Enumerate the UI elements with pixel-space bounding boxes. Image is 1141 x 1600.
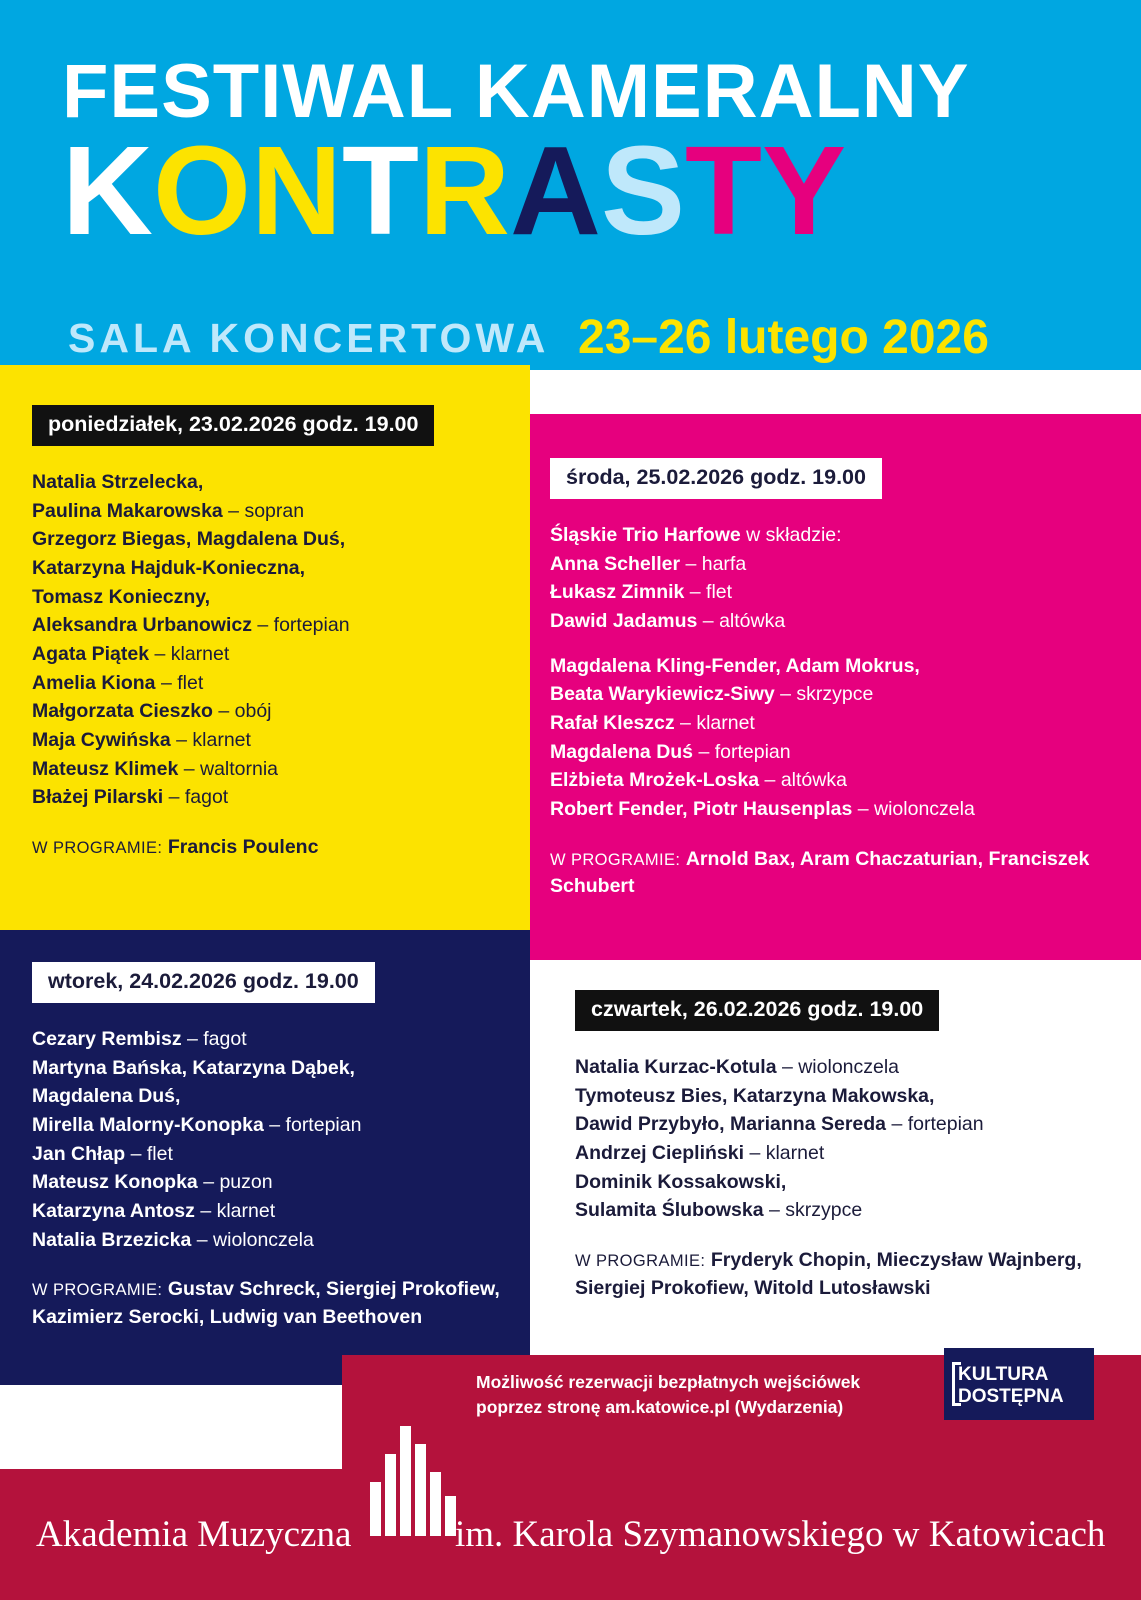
list-item: Magdalena Duś,: [32, 1085, 181, 1108]
thursday-program: [555, 1247, 1141, 1302]
list-item: Elżbieta Mrożek-Loska – altówka: [550, 769, 847, 792]
festival-dates: 23–26 lutego 2026: [578, 311, 989, 364]
wednesday-program: [530, 846, 1141, 901]
program-value: Arnold Bax, Aram Chaczaturian, Franciszek Schubert: [550, 847, 1090, 898]
poster-header: [0, 0, 1141, 370]
academy-name-right: im. Karola Szymanowskiego w Katowicach: [455, 1514, 1106, 1555]
title-letter-k: K: [62, 120, 153, 261]
monday-program: [0, 834, 530, 862]
program-label: W PROGRAMIE:: [550, 850, 681, 869]
list-item: Anna Scheller – harfa: [550, 552, 747, 575]
list-item: Magdalena Kling-Fender, Adam Mokrus,: [550, 654, 920, 677]
kultura-line-2: DOSTĘPNA: [958, 1385, 1064, 1407]
tuesday-heading: wtorek, 24.02.2026 godz. 19.00: [32, 962, 375, 1003]
title-letter-s: S: [600, 120, 686, 261]
festival-title: FESTIWAL KAMERALNY: [62, 49, 970, 134]
list-item: Łukasz Zimnik – flet: [550, 581, 733, 604]
reservation-line-1: Możliwość rezerwacji bezpłatnych wejściówek: [476, 1372, 861, 1392]
list-item: Mirella Malorny-Konopka – fortepian: [32, 1113, 362, 1136]
day-panel-wednesday: [530, 414, 1141, 960]
list-item: Sulamita Ślubowska – skrzypce: [575, 1199, 863, 1222]
list-item: Mateusz Klimek – waltornia: [32, 757, 279, 780]
title-letters-ty: TY: [685, 120, 847, 261]
kultura-line-1: KULTURA: [958, 1364, 1049, 1385]
program-label: W PROGRAMIE:: [575, 1251, 706, 1270]
list-item: Tymoteusz Bies, Katarzyna Makowska,: [575, 1084, 935, 1107]
wednesday-heading: środa, 25.02.2026 godz. 19.00: [550, 458, 882, 499]
list-item: Dawid Jadamus – altówka: [550, 609, 786, 632]
festival-name: [62, 120, 847, 261]
list-item: Beata Warykiewicz-Siwy – skrzypce: [550, 683, 874, 706]
list-item: Katarzyna Antosz – klarnet: [32, 1199, 276, 1222]
day-panel-thursday: [555, 960, 1141, 1355]
monday-performers: [0, 468, 530, 812]
list-item: Mateusz Konopka – puzon: [32, 1171, 273, 1194]
reservation-line-2: poprzez stronę am.katowice.pl (Wydarzenia): [476, 1397, 844, 1418]
reservation-info: [476, 1370, 936, 1421]
list-item: Natalia Brzezicka – wiolonczela: [32, 1228, 314, 1251]
academy-name-left: Akademia Muzyczna: [36, 1514, 352, 1555]
day-panel-monday: [0, 365, 530, 930]
list-item: Rafał Kleszcz – klarnet: [550, 711, 755, 734]
title-letter-r: R: [418, 120, 510, 261]
program-value: Francis Poulenc: [167, 835, 319, 858]
list-item: Katarzyna Hajduk-Konieczna,: [32, 556, 306, 579]
thursday-heading: czwartek, 26.02.2026 godz. 19.00: [575, 990, 939, 1031]
list-item: Maja Cywińska – klarnet: [32, 728, 251, 751]
list-item: Śląskie Trio Harfowe w składzie:: [550, 524, 842, 546]
list-item: Błażej Pilarski – fagot: [32, 786, 229, 809]
academy-logo-icon: [370, 1396, 456, 1536]
list-item: Dominik Kossakowski,: [575, 1170, 787, 1193]
program-value: Fryderyk Chopin, Mieczysław Wajnberg, Siergiej Prokofiew, Witold Lutosławski: [575, 1248, 1082, 1299]
list-item: Agata Piątek – klarnet: [32, 642, 230, 665]
title-letters-on: ON: [153, 120, 342, 261]
program-label: W PROGRAMIE:: [32, 1281, 163, 1300]
venue-label: SALA KONCERTOWA: [68, 315, 550, 361]
tuesday-program: [0, 1276, 530, 1331]
program-label: W PROGRAMIE:: [32, 838, 163, 857]
kultura-badge-text: [958, 1364, 1064, 1408]
monday-heading: poniedziałek, 23.02.2026 godz. 19.00: [32, 405, 434, 446]
list-item: Amelia Kiona – flet: [32, 671, 204, 694]
list-item: Robert Fender, Piotr Hausenplas – wiolonczela: [550, 797, 975, 820]
list-item: Andrzej Ciepliński – klarnet: [575, 1141, 825, 1164]
list-item: Jan Chłap – flet: [32, 1142, 173, 1165]
list-item: Tomasz Konieczny,: [32, 585, 211, 608]
day-panel-tuesday: [0, 930, 530, 1385]
list-item: Grzegorz Biegas, Magdalena Duś,: [32, 528, 346, 551]
tuesday-performers: [0, 1025, 530, 1254]
list-item: Natalia Strzelecka,: [32, 471, 204, 493]
list-item: Paulina Makarowska – sopran: [32, 499, 305, 522]
list-item: Dawid Przybyło, Marianna Sereda – fortepian: [575, 1113, 984, 1136]
title-letter-t: T: [342, 120, 419, 261]
list-item: Cezary Rembisz – fagot: [32, 1028, 247, 1050]
thursday-performers: [555, 1053, 1141, 1225]
kultura-dostepna-badge: [944, 1348, 1094, 1420]
list-item: Magdalena Duś – fortepian: [550, 740, 791, 763]
list-item: Natalia Kurzac-Kotula – wiolonczela: [575, 1056, 900, 1078]
list-item: Małgorzata Cieszko – obój: [32, 700, 272, 723]
program-value: Gustav Schreck, Siergiej Prokofiew, Kazimierz Serocki, Ludwig van Beethoven: [32, 1278, 500, 1328]
list-item: Martyna Bańska, Katarzyna Dąbek,: [32, 1056, 355, 1079]
spacer: [550, 636, 1127, 652]
list-item: Aleksandra Urbanowicz – fortepian: [32, 614, 350, 637]
wednesday-performers: [530, 521, 1141, 824]
title-letter-a: A: [509, 120, 601, 261]
